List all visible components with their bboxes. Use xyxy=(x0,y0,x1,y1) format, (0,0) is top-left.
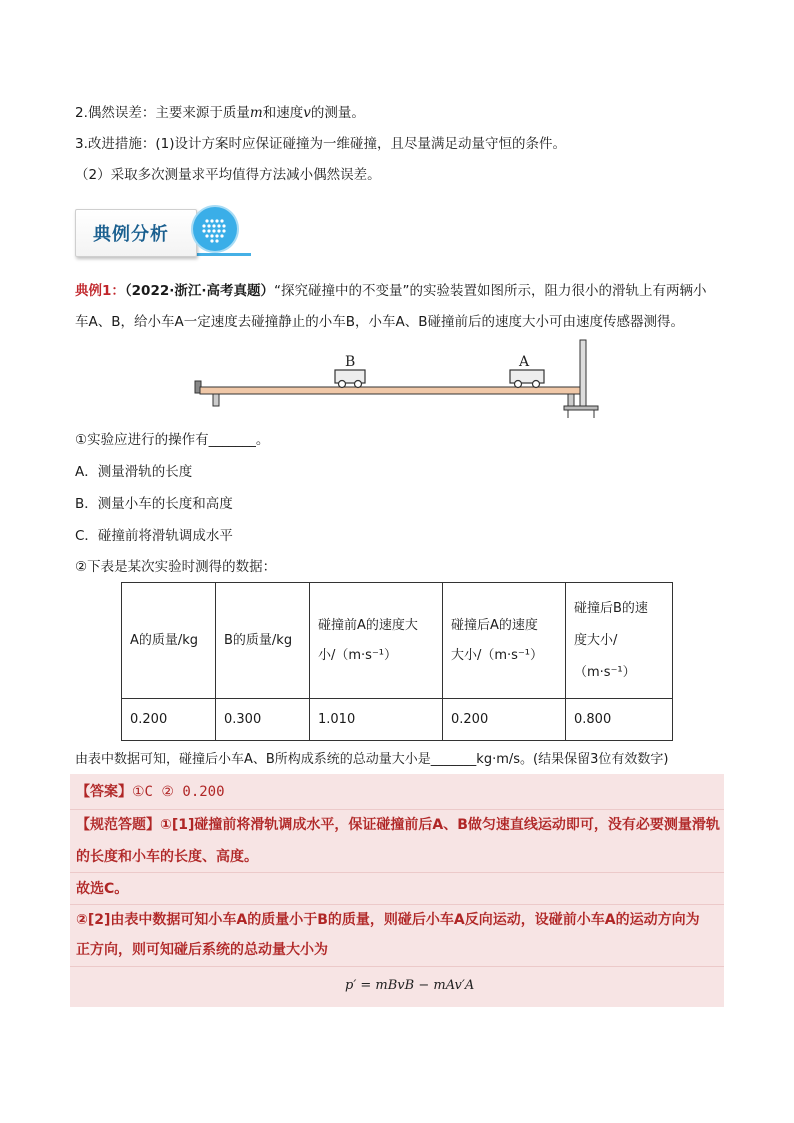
intro-text: 和速度 xyxy=(262,105,304,121)
intro-line-2: 3.改进措施：(1)设计方案时应保证碰撞为一维碰撞，且尽量满足动量守恒的条件。 xyxy=(75,136,567,152)
question-2-prompt: ②下表是某次实验时测得的数据： xyxy=(75,559,277,575)
answer-box xyxy=(70,774,724,1007)
banner-title: 典例分析 xyxy=(93,224,169,245)
header-cell xyxy=(566,583,673,699)
track xyxy=(200,387,582,394)
option-b: B．测量小车的长度和高度 xyxy=(75,496,233,512)
question-2-conclusion: 由表中数据可知，碰撞后小车A、B所构成系统的总动量大小是_______kg·m/s。(结果保留3位有效数字) xyxy=(75,752,669,767)
apparatus-figure xyxy=(190,338,610,428)
guide-label: 【规范答题】 xyxy=(76,817,160,833)
guide-text: ①[1]碰撞前将滑轨调成水平，保证碰撞前后A、B做匀速直线运动即可，没有必要测量滑轨 xyxy=(160,817,720,833)
cart-b xyxy=(335,370,365,388)
guide-line-2: 的长度和小车的长度、高度。 xyxy=(76,849,258,865)
dot-grid-icon xyxy=(193,207,237,251)
momentum-formula: p′ = mBvB − mAv′A xyxy=(345,978,475,993)
header-cell xyxy=(122,583,216,699)
header-text: 度大小/ xyxy=(574,632,618,648)
section-banner xyxy=(75,205,250,259)
example-source: （2022·浙江·高考真题） xyxy=(124,283,274,299)
option-c: C．碰撞前将滑轨调成水平 xyxy=(75,528,233,544)
example-line-1 xyxy=(75,281,707,301)
data-table xyxy=(121,582,673,741)
example-text: “探究碰撞中的不变量”的实验装置如图所示，阻力很小的滑轨上有两辆小 xyxy=(274,283,707,299)
cart-a xyxy=(510,370,544,388)
sensor-stand xyxy=(580,340,586,406)
divider xyxy=(70,904,724,905)
guide-line-5: 正方向，则可知碰后系统的总动量大小为 xyxy=(76,942,328,958)
table-cell: 0.800 xyxy=(566,699,673,741)
divider xyxy=(70,872,724,873)
header-text: B的质量/kg xyxy=(224,632,293,648)
header-text: 大小/（m·s⁻¹） xyxy=(451,647,544,663)
answer-label: 【答案】 xyxy=(76,784,132,800)
table-cell: 0.300 xyxy=(216,699,310,741)
header-text: A的质量/kg xyxy=(130,632,199,648)
example-line-2: 车A、B，给小车A一定速度去碰撞静止的小车B，小车A、B碰撞前后的速度大小可由速度传感器测得。 xyxy=(75,314,684,330)
header-text: 碰撞后A的速度 xyxy=(451,617,538,633)
intro-text: 的测量。 xyxy=(310,105,365,121)
divider xyxy=(70,966,724,967)
header-text: （m·s⁻¹） xyxy=(574,664,636,680)
intro-line-3: （2）采取多次测量求平均值得方法减小偶然误差。 xyxy=(75,167,381,183)
guide-line-4: ②[2]由表中数据可知小车A的质量小于B的质量，则碰后小车A反向运动，设碰前小车A的运动方向为 xyxy=(76,912,700,928)
guide-line-1 xyxy=(76,814,720,836)
table-cell: 0.200 xyxy=(122,699,216,741)
table-header-row xyxy=(122,583,673,699)
intro-text: 2.偶然误差：主要来源于质量 xyxy=(75,105,250,121)
option-a: A．测量滑轨的长度 xyxy=(75,464,193,480)
header-cell xyxy=(310,583,443,699)
answer-line xyxy=(76,781,225,803)
divider xyxy=(70,809,724,810)
question-1-prompt: ①实验应进行的操作有_______。 xyxy=(75,432,270,448)
table-cell: 0.200 xyxy=(443,699,566,741)
symbol-v: v xyxy=(303,105,311,121)
header-text: 小/（m·s⁻¹） xyxy=(318,647,398,663)
symbol-m: m xyxy=(249,105,263,121)
guide-line-3: 故选C。 xyxy=(76,881,129,897)
answer-value: ①C ② 0.200 xyxy=(132,784,225,800)
header-text: 碰撞后B的速 xyxy=(574,600,648,616)
table-row xyxy=(122,699,673,741)
intro-line-1 xyxy=(75,103,365,123)
example-label: 典例1： xyxy=(75,283,125,299)
cart-b-label: B xyxy=(345,354,356,370)
header-cell xyxy=(216,583,310,699)
header-cell xyxy=(443,583,566,699)
table-cell: 1.010 xyxy=(310,699,443,741)
cart-a-label: A xyxy=(519,354,530,370)
header-text: 碰撞前A的速度大 xyxy=(318,617,418,633)
